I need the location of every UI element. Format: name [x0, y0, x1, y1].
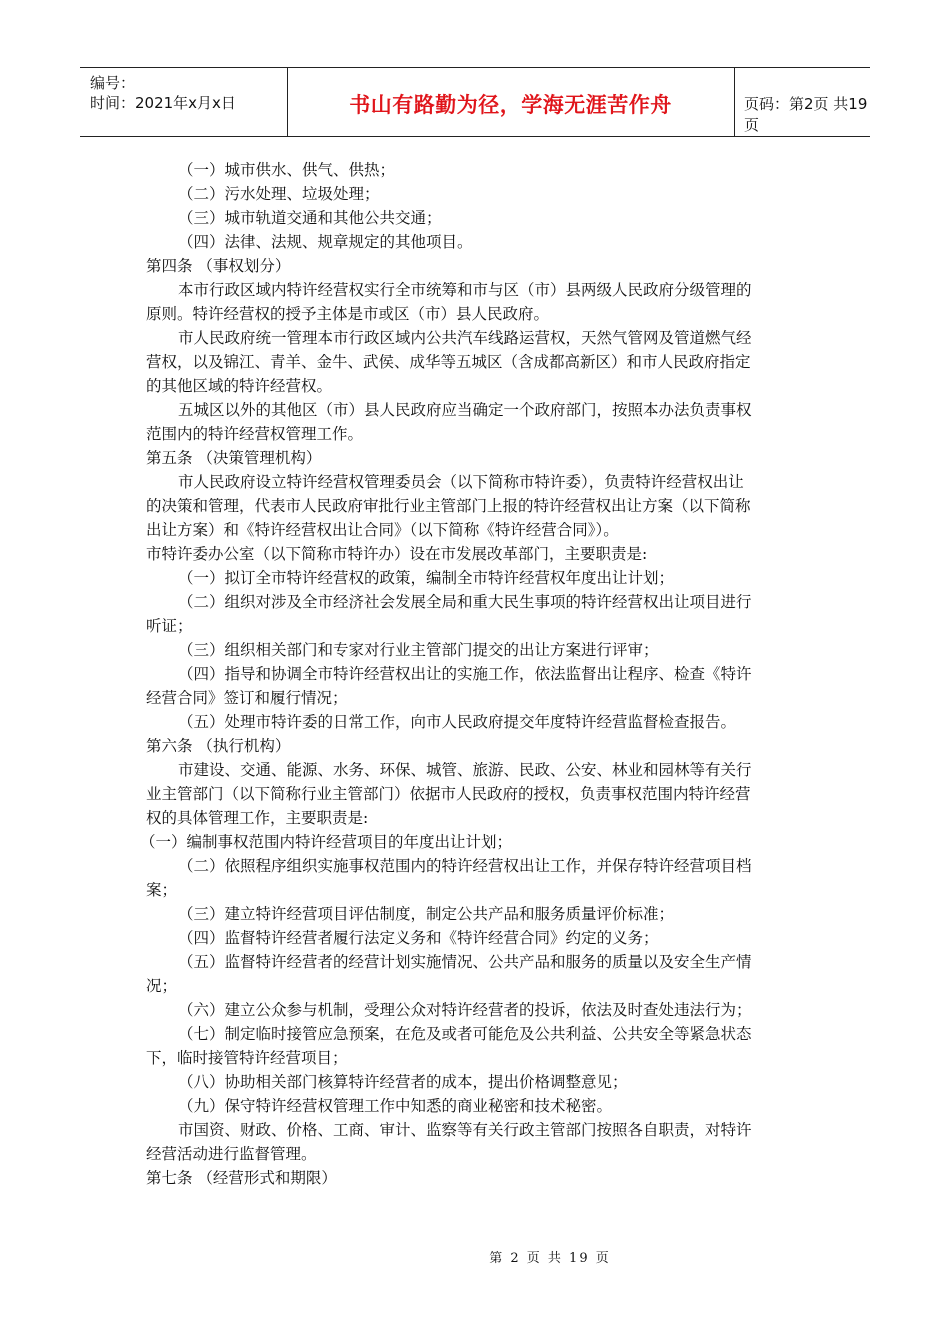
list-item: （四）法律、法规、规章规定的其他项目。 [178, 233, 473, 251]
article-heading: 第六条 （执行机构） [146, 737, 291, 755]
header-page-cell [734, 68, 870, 136]
list-item: （九）保守特许经营权管理工作中知悉的商业秘密和技术秘密。 [178, 1097, 613, 1115]
list-item-continuation: 案； [146, 881, 178, 899]
list-item: （二）污水处理、垃圾处理； [178, 185, 380, 203]
list-item-continuation: 下，临时接管特许经营项目； [146, 1049, 348, 1067]
list-item: （一）城市供水、供气、供热； [178, 161, 396, 179]
list-item: （五）监督特许经营者的经营计划实施情况、公共产品和服务的质量以及安全生产情 [178, 953, 752, 971]
paragraph-line: 五城区以外的其他区（市）县人民政府应当确定一个政府部门，按照本办法负责事权 [178, 401, 752, 419]
page-footer [0, 1247, 950, 1266]
page-header [80, 67, 870, 137]
header-page-label: 页码：第2页 共19页 [744, 95, 868, 134]
paragraph-line: 本市行政区域内特许经营权实行全市统筹和市与区（市）县两级人民政府分级管理的 [178, 281, 752, 299]
list-item-continuation: 听证； [146, 617, 193, 635]
article-heading: 第五条 （决策管理机构） [146, 449, 322, 467]
footer-page-number: 第 2 页 共 19 页 [489, 1251, 611, 1266]
document-code-label: 编号： [90, 74, 136, 92]
paragraph-line: 市国资、财政、价格、工商、审计、监察等有关行政主管部门按照各自职责，对特许 [178, 1121, 752, 1139]
article-heading: 第四条 （事权划分） [146, 257, 291, 275]
paragraph-line: 营权，以及锦江、青羊、金牛、武侯、成华等五城区（含成都高新区）和市人民政府指定 [146, 353, 751, 371]
paragraph-line: 市建设、交通、能源、水务、环保、城管、旅游、民政、公安、林业和园林等有关行 [178, 761, 752, 779]
paragraph-line: 原则。特许经营权的授予主体是市或区（市）县人民政府。 [146, 305, 550, 323]
paragraph-line: 权的具体管理工作，主要职责是: [146, 809, 369, 827]
list-item: （六）建立公众参与机制，受理公众对特许经营者的投诉，依法及时查处违法行为； [178, 1001, 752, 1019]
header-motto-cell [287, 68, 735, 136]
list-item: （八）协助相关部门核算特许经营者的成本，提出价格调整意见； [178, 1073, 628, 1091]
paragraph-line: 市人民政府设立特许经营权管理委员会（以下简称市特许委），负责特许经营权出让 [178, 473, 744, 491]
paragraph-line: 的决策和管理，代表市人民政府审批行业主管部门上报的特许经营权出让方案（以下简称 [146, 497, 751, 515]
header-info-cell [80, 68, 288, 136]
paragraph-line: 经营活动进行监督管理。 [146, 1145, 317, 1163]
list-item: （三）组织相关部门和专家对行业主管部门提交的出让方案进行评审； [178, 641, 659, 659]
list-item: （三）城市轨道交通和其他公共交通； [178, 209, 442, 227]
list-item: （一）编制事权范围内特许经营项目的年度出让计划； [140, 833, 513, 851]
list-item: （四）指导和协调全市特许经营权出让的实施工作，依法监督出让程序、检查《特许 [178, 665, 752, 683]
list-item: （三）建立特许经营项目评估制度，制定公共产品和服务质量评价标准； [178, 905, 675, 923]
article-heading: 第七条 （经营形式和期限） [146, 1169, 337, 1187]
paragraph-line: 业主管部门（以下简称行业主管部门）依据市人民政府的授权，负责事权范围内特许经营 [146, 785, 751, 803]
paragraph-line: 市人民政府统一管理本市行政区域内公共汽车线路运营权，天然气管网及管道燃气经 [178, 329, 752, 347]
list-item: （二）组织对涉及全市经济社会发展全局和重大民生事项的特许经营权出让项目进行 [178, 593, 752, 611]
list-item-continuation: 况； [146, 977, 178, 995]
list-item: （五）处理市特许委的日常工作，向市人民政府提交年度特许经营监督检查报告。 [178, 713, 737, 731]
list-item: （二）依照程序组织实施事权范围内的特许经营权出让工作，并保存特许经营项目档 [178, 857, 752, 875]
list-item: （四）监督特许经营者履行法定义务和《特许经营合同》约定的义务； [178, 929, 659, 947]
paragraph-line: 出让方案）和《特许经营权出让合同》（以下简称《特许经营合同》）。 [146, 521, 619, 539]
list-item: （一）拟订全市特许经营权的政策，编制全市特许经营权年度出让计划； [178, 569, 675, 587]
paragraph-line: 市特许委办公室（以下简称市特许办）设在市发展改革部门，主要职责是: [146, 545, 648, 563]
paragraph-line: 的其他区域的特许经营权。 [146, 377, 333, 395]
paragraph-line: 范围内的特许经营权管理工作。 [146, 425, 364, 443]
list-item: （七）制定临时接管应急预案，在危及或者可能危及公共利益、公共安全等紧急状态 [178, 1025, 752, 1043]
document-date-label: 时间：2021年x月x日 [90, 94, 236, 112]
document-body [140, 158, 806, 1190]
list-item-continuation: 经营合同》签订和履行情况； [146, 689, 348, 707]
header-motto: 书山有路勤为径，学海无涯苦作舟 [349, 93, 672, 117]
